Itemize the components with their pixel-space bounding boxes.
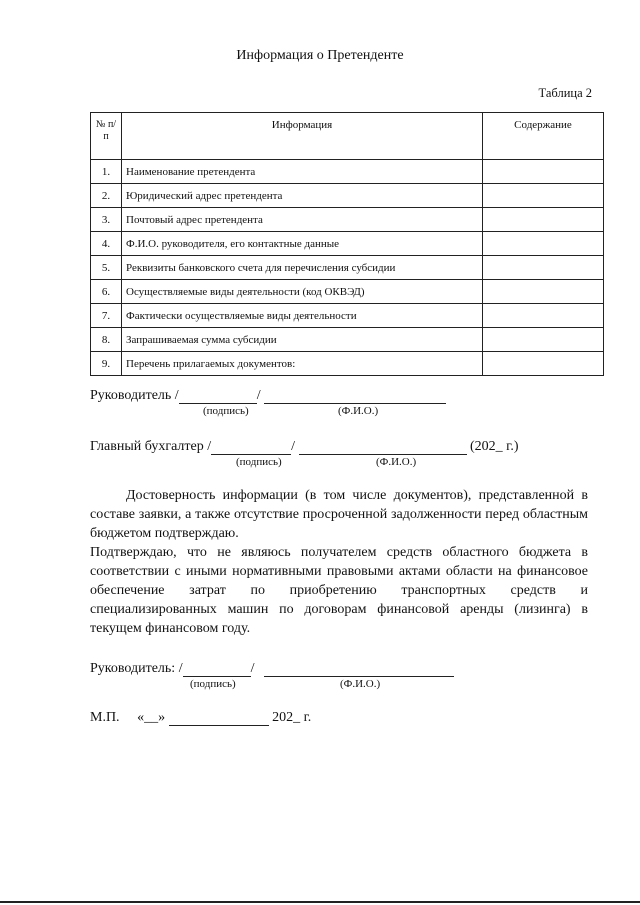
row-text: Юридический адрес претендента [122,184,483,208]
row-num: 4. [91,232,122,256]
row-content[interactable] [483,352,604,376]
date-year: 202_ г. [272,710,312,725]
caption-sign: (подпись) [236,456,282,468]
row-num: 9. [91,352,122,376]
row-content[interactable] [483,208,604,232]
document-title: Информация о Претенденте [236,48,404,63]
row-text: Ф.И.О. руководителя, его контактные данные [122,232,483,256]
row-text: Фактически осуществляемые виды деятельности [122,304,483,328]
table-row [91,184,604,208]
stamp-label: М.П. [90,710,120,725]
accountant-sign-line[interactable] [211,441,291,455]
row-text: Почтовый адрес претендента [122,208,483,232]
caption-name: (Ф.И.О.) [338,405,379,417]
director-label: Руководитель / [90,388,179,403]
row-text: Перечень прилагаемых документов: [122,352,483,376]
caption-name: (Ф.И.О.) [340,678,381,690]
accountant-name-line[interactable] [299,441,467,455]
info-table [90,112,604,376]
row-content[interactable] [483,232,604,256]
table-row [91,208,604,232]
caption-name: (Ф.И.О.) [376,456,417,468]
signature-director [90,388,446,404]
accountant-label: Главный бухгалтер / [90,439,212,454]
confirmation-paragraph-2: Подтверждаю, что не являюсь получателем средств областного бюджета в соответствии с иными нормативными правовыми актами области на финансовое обеспечение затрат по приобретению транспортных средств и специализированных машин по договорам финансовой аренды (лизинга) в текущем финансовом году. [90,545,588,636]
row-num: 1. [91,160,122,184]
row-content[interactable] [483,256,604,280]
table-row [91,160,604,184]
row-content[interactable] [483,304,604,328]
director-name-line[interactable] [264,390,446,404]
table-label: Таблица 2 [538,86,592,100]
director-sign-line[interactable] [183,663,251,677]
director-label: Руководитель: / [90,661,183,676]
header-info: Информация [122,113,483,160]
caption-sign: (подпись) [190,678,236,690]
row-text: Запрашиваемая сумма субсидии [122,328,483,352]
year-field: (202_ г.) [470,439,519,454]
date-month-line[interactable] [169,712,269,726]
row-num: 2. [91,184,122,208]
table-row [91,232,604,256]
row-content[interactable] [483,160,604,184]
table-row [91,328,604,352]
signature-director-2 [90,661,454,677]
slash: / [250,661,255,676]
table-row [91,256,604,280]
slash: / [256,388,261,403]
director-sign-line[interactable] [179,390,257,404]
row-text: Наименование претендента [122,160,483,184]
slash: / [291,439,296,454]
row-num: 8. [91,328,122,352]
signature-accountant [90,439,519,455]
row-content[interactable] [483,280,604,304]
page-bottom-rule [0,901,640,903]
row-num: 7. [91,304,122,328]
stamp-date-line [90,710,311,726]
table-header-row [91,113,604,160]
header-content: Содержание [483,113,604,160]
row-content[interactable] [483,328,604,352]
date-day: «__» [137,710,166,725]
confirmation-paragraph-1: Достоверность информации (в том числе документов), представленной в составе заявки, а также отсутствие просроченной задолженности перед областным бюджетом подтверждаю. [90,488,588,541]
row-num: 6. [91,280,122,304]
header-num: № п/п [91,113,122,160]
row-num: 5. [91,256,122,280]
row-text: Реквизиты банковского счета для перечисления субсидии [122,256,483,280]
row-num: 3. [91,208,122,232]
table-row [91,304,604,328]
table-row [91,280,604,304]
table-row [91,352,604,376]
row-content[interactable] [483,184,604,208]
director-name-line[interactable] [264,663,454,677]
row-text: Осуществляемые виды деятельности (код ОКВЭД) [122,280,483,304]
caption-sign: (подпись) [203,405,249,417]
